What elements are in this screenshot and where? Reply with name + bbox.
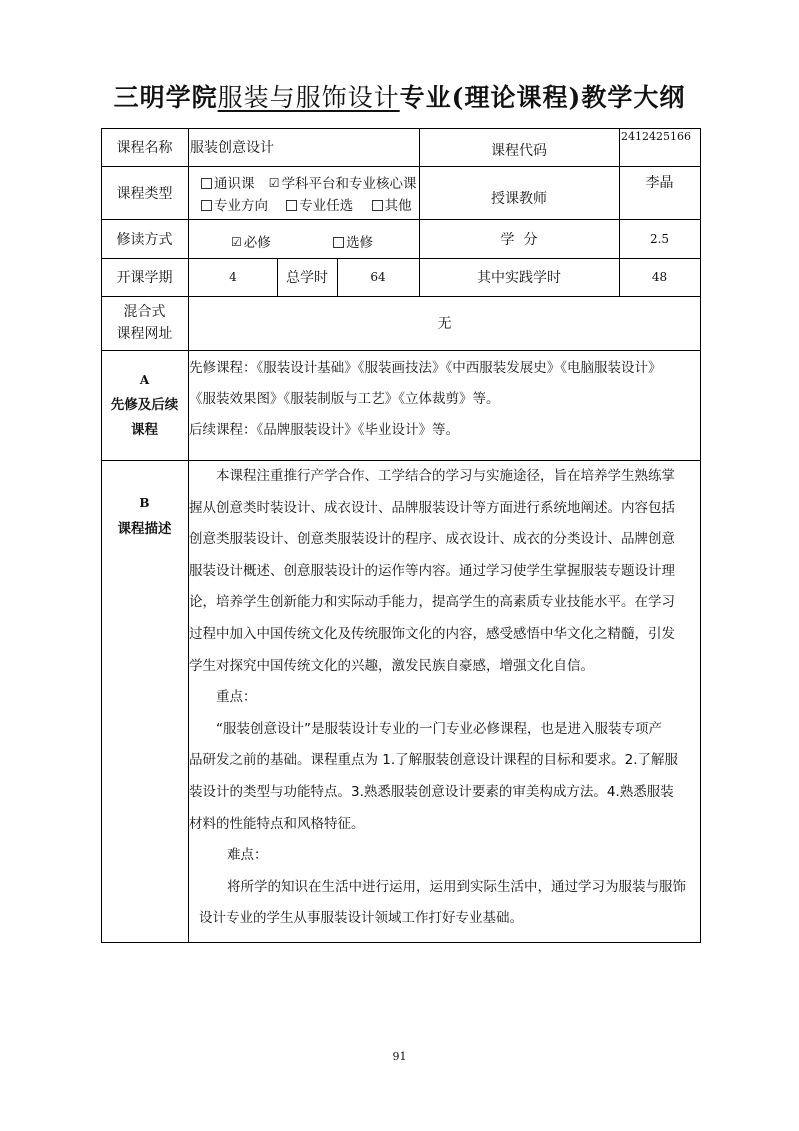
checkbox-optional[interactable] [333,237,344,248]
text-line: 《服装效果图》《服装制版与工艺》《立体裁剪》等。 [189,391,500,407]
text-line: 论，培养学生创新能力和实际动手能力，提高学生的高素质专业技能水平。在学习 [189,594,675,611]
teacher-label: 授课教师 [491,190,547,207]
text-line: 将所学的知识在生活中进行运用，运用到实际生活中，通过学习为服装与服饰 [227,878,686,895]
checkbox-direction[interactable] [201,200,212,211]
text-line: “服装创意设计”是服装设计专业的一门专业必修课程，也是进入服装专项产 [216,720,662,737]
course-code-value: 2412425166 [621,130,691,143]
checkbox-platform-checked[interactable]: ☑ [268,175,280,190]
text-line: 本课程注重推行产学合作、工学结合的学习与实施途径，旨在培养学生熟练掌 [216,468,675,484]
section-b-heading [101,490,188,550]
row-divider [101,350,701,351]
text-line: 材料的性能特点和风格特征。 [189,815,365,832]
title-prefix: 三明学院 [113,83,218,112]
course-type-options [201,173,417,217]
checkbox-other[interactable] [372,200,383,211]
study-mode-label: 修读方式 [116,231,173,248]
option-direction: 专业方向 [214,198,268,214]
course-url-label-line2: 课程网址 [116,326,173,342]
course-url-label-line1: 混合式 [123,304,166,320]
study-mode-options [231,231,373,251]
teacher-value: 李晶 [645,175,674,191]
total-hours-label: 总学时 [286,270,328,286]
page-number: 91 [392,1050,407,1063]
course-type-label: 课程类型 [116,185,173,202]
text-line: 先修课程：《服装设计基础》《服装画技法》《中西服装发展史》《电脑服装设计》 [189,360,662,376]
table-border [101,942,701,943]
course-url-label [101,296,188,350]
term-label: 开课学期 [116,270,173,286]
checkbox-general[interactable] [201,178,212,189]
text-line: 过程中加入中国传统文化及传统服饰文化的内容，感受感悟中华文化之精髓，引发 [189,625,675,642]
credit-label: 学 分 [500,231,538,248]
practice-hours-value: 48 [651,270,668,284]
course-code-label: 课程代码 [491,143,547,159]
option-platform: 学科平台和专业核心课 [281,176,417,192]
option-elective: 专业任选 [299,198,354,214]
syllabus-table [101,128,701,943]
section-a-content [189,353,662,446]
text-line: 重点： [216,689,257,706]
title-suffix: 专业(理论课程)教学大纲 [399,83,686,112]
total-hours-value: 64 [370,270,386,284]
course-name-label: 课程名称 [116,140,173,156]
text-line: 学生对探究中国传统文化的兴趣，激发民族自豪感，增强文化自信。 [189,657,594,674]
course-url-value: 无 [437,316,452,332]
text-line: 后续课程：《品牌服装设计》《毕业设计》等。 [189,422,459,438]
checkbox-elective[interactable] [286,200,297,211]
credit-value: 2.5 [649,231,670,246]
text-line: 难点： [227,847,268,864]
table-border [700,128,701,943]
section-a-letter: A [139,372,150,387]
title-program: 服装与服饰设计 [217,83,400,112]
practice-hours-label: 其中实践学时 [477,270,561,286]
section-a-title-line2: 课程 [131,421,158,438]
text-line: 品研发之前的基础。课程重点为 1.了解服装创意设计课程的目标和要求。2.了解服 [189,752,679,769]
page-title [0,78,799,114]
section-b-title: 课程描述 [117,521,172,537]
text-line: 握从创意类时装设计、成衣设计、品牌服装设计等方面进行系统地阐述。内容包括 [189,499,675,516]
section-a-title-line1: 先修及后续 [110,396,179,413]
section-b-content [189,461,686,935]
checkbox-required-checked[interactable]: ☑ [231,234,242,249]
text-line: 设计专业的学生从事服装设计领域工作打好专业基础。 [199,910,523,927]
text-line: 装设计的类型与功能特点。3.熟悉服装创意设计要素的审美构成方法。4.熟悉服装 [189,783,674,800]
option-optional: 选修 [346,235,374,251]
term-value: 4 [229,270,237,284]
section-a-heading [101,350,188,460]
text-line: 服装设计概述、创意服装设计的运作等内容。通过学习使学生掌握服装专题设计理 [189,562,675,579]
text-line: 创意类服装设计、创意类服装设计的程序、成衣设计、成衣的分类设计、品牌创意 [189,531,675,548]
course-name-value: 服装创意设计 [190,140,274,156]
option-required: 必修 [243,235,271,251]
option-other: 其他 [384,198,412,214]
option-general: 通识课 [214,176,255,192]
section-b-letter: B [139,496,150,510]
